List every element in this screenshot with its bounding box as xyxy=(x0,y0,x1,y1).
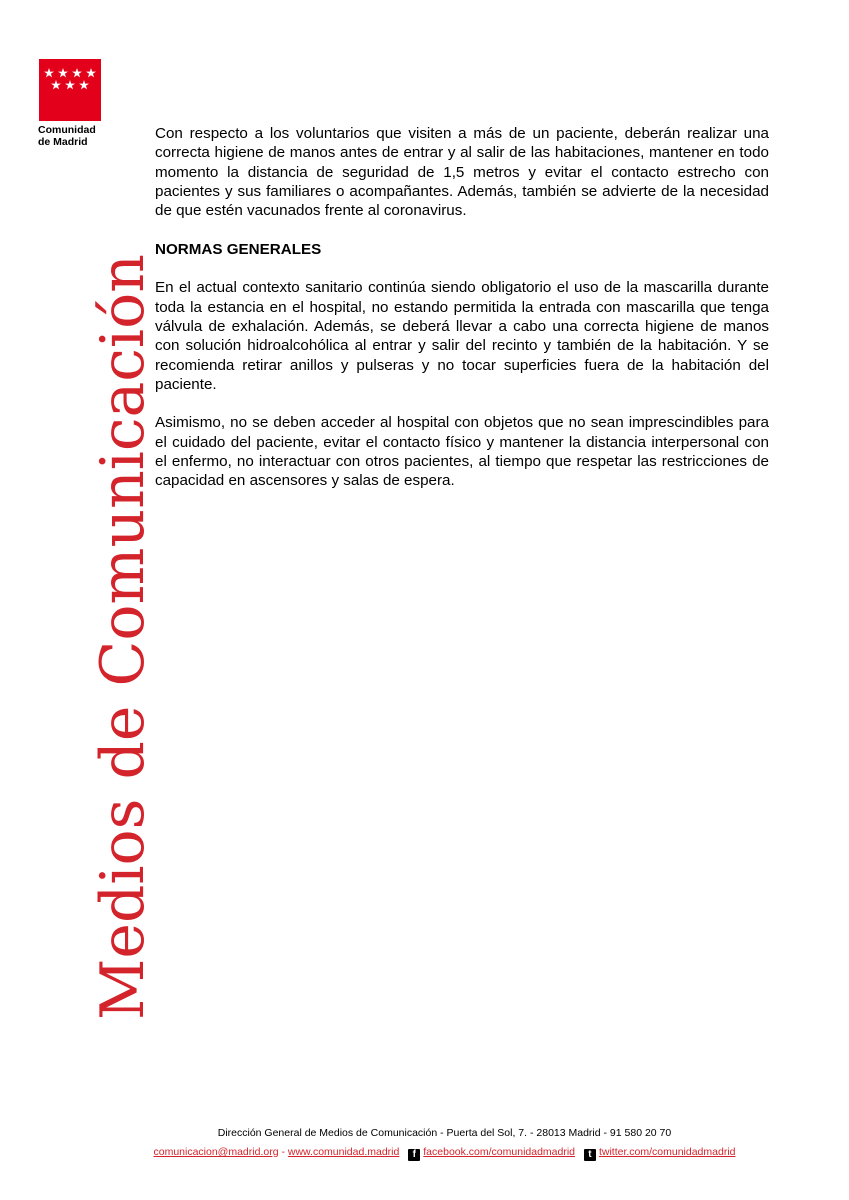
comunidad-madrid-logo xyxy=(39,59,101,121)
section-heading: NORMAS GENERALES xyxy=(155,240,322,258)
facebook-icon: f xyxy=(408,1149,420,1161)
logo-line2: de Madrid xyxy=(38,136,88,148)
twitter-link[interactable]: twitter.com/comunidadmadrid xyxy=(598,1146,736,1158)
paragraph-general-rules: En el actual contexto sanitario continúa siendo obligatorio el uso de la mascarilla durante toda la estancia en el hospital, no estando permitida la entrada con mascarilla que tenga válvula de exhalación. Además, se deberá llevar a cabo una correcta higiene de manos con solución hidroalcohólica al entrar y salir del recinto y también de la habitación. Y se recomienda retirar anillos y pulseras y no tocar superficies fuera de la habitación del paciente. xyxy=(155,279,769,393)
footer-separator: - xyxy=(281,1146,285,1158)
side-title: Medios de Comunicación xyxy=(88,254,158,1020)
facebook-link[interactable]: facebook.com/comunidadmadrid xyxy=(423,1146,576,1158)
logo-stars-icon xyxy=(39,59,101,121)
email-link[interactable]: comunicacion@madrid.org xyxy=(153,1146,279,1158)
twitter-icon: t xyxy=(584,1149,596,1161)
footer-links xyxy=(20,1146,849,1161)
main-content xyxy=(155,124,769,510)
logo-line1: Comunidad xyxy=(38,124,96,136)
footer-address: Dirección General de Medios de Comunicación - Puerta del Sol, 7. - 28013 Madrid - 91 580 20 70 xyxy=(217,1127,672,1139)
paragraph-volunteers: Con respecto a los voluntarios que visiten a más de un paciente, deberán realizar una correcta higiene de manos antes de entrar y al salir de las habitaciones, mantener en todo momento la distancia de seguridad de 1,5 metros y evitar el contacto estrecho con pacientes y sus familiares o acompañantes. Además, también se advierte de la necesidad de que estén vacunados frente al coronavirus. xyxy=(155,125,769,220)
logo-caption xyxy=(38,124,96,148)
paragraph-hospital-access: Asimismo, no se deben acceder al hospital con objetos que no sean imprescindibles para el cuidado del paciente, evitar el contacto físico y mantener la distancia interpersonal con el enfermo, no interactuar con otros pacientes, al tiempo que respetar las restricciones de capacidad en ascensores y salas de espera. xyxy=(155,414,769,490)
website-link[interactable]: www.comunidad.madrid xyxy=(287,1146,400,1158)
